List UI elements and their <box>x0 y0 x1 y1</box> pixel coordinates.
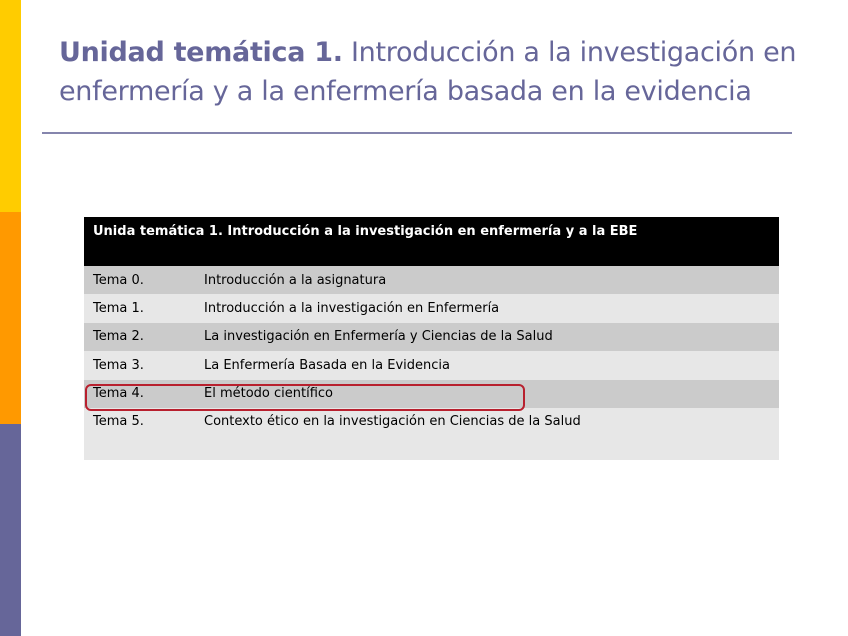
table-row <box>84 408 779 460</box>
topics-table <box>84 217 779 460</box>
highlight-box <box>85 384 525 411</box>
table-row <box>84 351 779 379</box>
descripcion-cell: La Enfermería Basada en la Evidencia <box>204 357 450 373</box>
descripcion-cell: Introducción a la asignatura <box>204 272 387 288</box>
table-row <box>84 266 779 294</box>
table-row <box>84 323 779 351</box>
side-bar-yellow <box>0 0 21 212</box>
tema-cell: Tema 0. <box>93 272 144 288</box>
table-header: Unida temática 1. Introducción a la investigación en enfermería y a la EBE <box>84 217 779 266</box>
tema-cell: Tema 2. <box>93 329 144 345</box>
tema-cell: Tema 1. <box>93 301 144 317</box>
side-bar-orange <box>0 212 21 424</box>
descripcion-cell: Contexto ético en la investigación en Ciencias de la Salud <box>204 413 581 429</box>
slide-title <box>59 33 819 111</box>
tema-cell: Tema 4. <box>93 386 144 402</box>
descripcion-cell: La investigación en Enfermería y Ciencias de la Salud <box>204 329 553 345</box>
descripcion-cell: Introducción a la investigación en Enfermería <box>204 301 500 317</box>
descripcion-cell: El método científico <box>204 386 334 402</box>
side-bar-purple <box>0 424 21 636</box>
tema-cell: Tema 3. <box>93 357 144 373</box>
title-divider <box>42 132 792 134</box>
tema-cell: Tema 5. <box>93 413 144 429</box>
slide-title-rest: Introducción a la investigación en enfermería y a la enfermería basada en la evidencia <box>59 37 797 107</box>
table-row <box>84 294 779 322</box>
slide-title-bold: Unidad temática 1. <box>59 37 343 68</box>
